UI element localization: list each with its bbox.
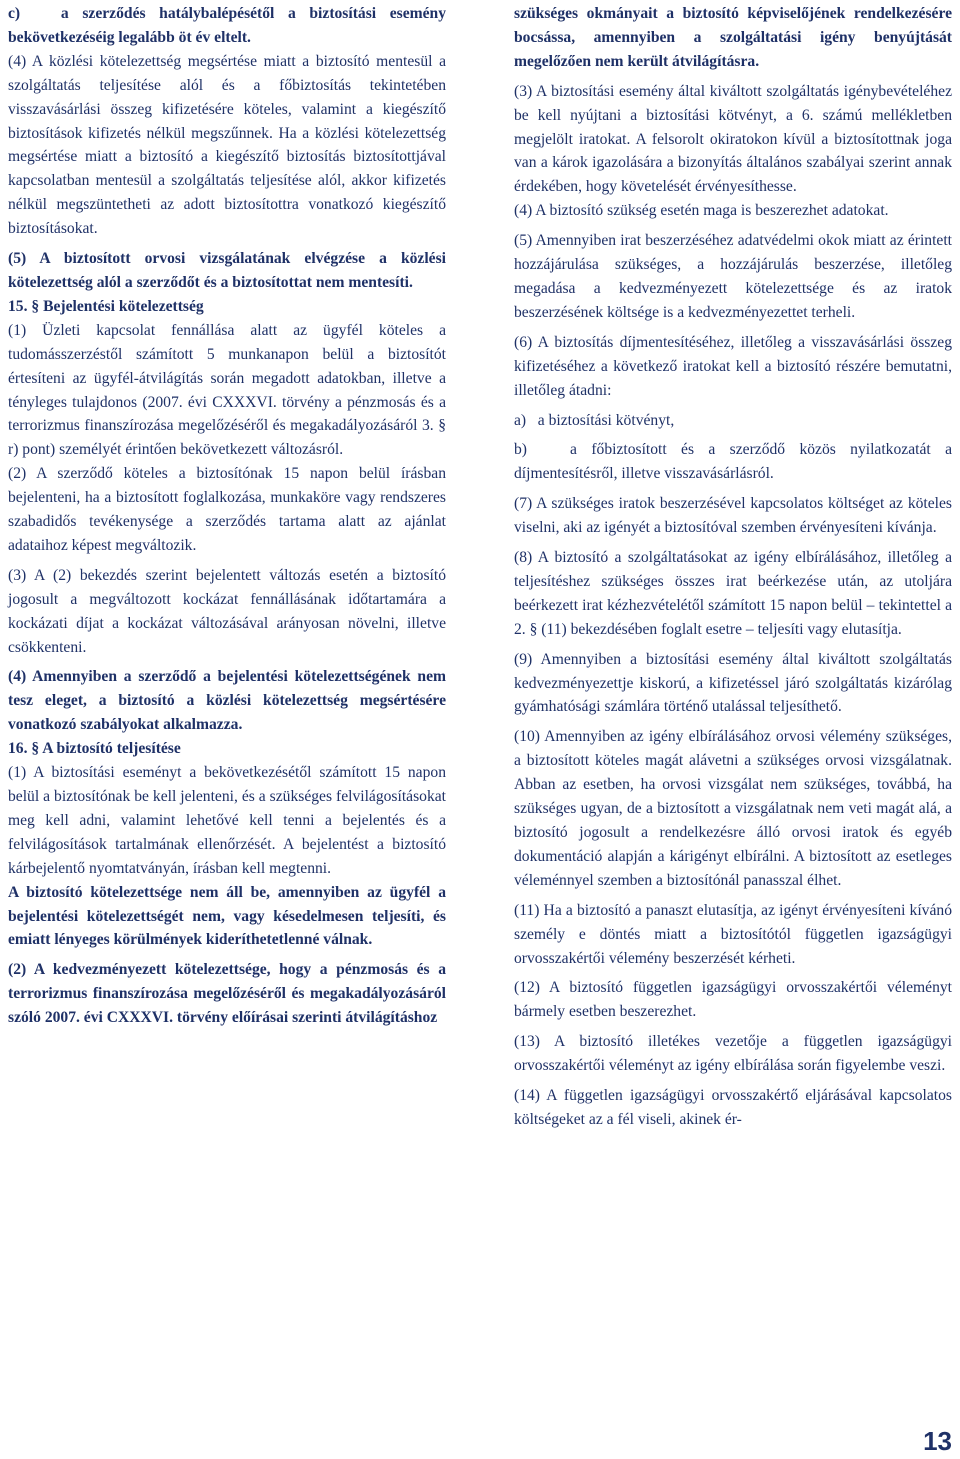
list-item: a) a biztosítási kötvényt, — [514, 411, 675, 429]
paragraph: c) a szerződés hatálybalépésétől a biztosítási esemény bekövetkezéséig legalább öt év eltelt. — [8, 5, 446, 46]
paragraph: (13) A biztosító illetékes vezetője a független igazságügyi orvosszakértői véleményt az igény elbírálása során figyelembe veszi. — [514, 1033, 952, 1075]
paragraph: (3) A (2) bekezdés szerint bejelentett változás esetén a biztosító jogosult a megváltozott kockázat fennállásának időtartamára a kockázati díjat a kockázat változásával arányosan növelni, illetve csökkenteni. — [8, 566, 446, 656]
left-column — [8, 2, 446, 1030]
paragraph: (2) A kedvezményezett kötelezettsége, hogy a pénzmosás és a terrorizmus finanszírozása megelőzéséről és megakadályozásáról szóló 2007. évi CXXXVI. törvény előírásai szerinti átvilágításhoz — [8, 961, 446, 1027]
list-item: b) a főbiztosított és a szerződő közös nyilatkozatát a díjmentesítésről, illetve visszavásárlásról. — [514, 441, 952, 483]
section-heading: 16. § A biztosító teljesítése — [8, 740, 181, 758]
paragraph: (4) Amennyiben a szerződő a bejelentési kötelezettségének nem tesz eleget, a biztosító a közlési kötelezettség megsértésére vonatkozó szabályokat alkalmazza. — [8, 668, 446, 734]
paragraph: (11) Ha a biztosító a panaszt elutasítja, az igényt érvényesíteni kívánó személy e döntés miatt a biztosítótól független igazságügyi orvosszakértői vélemény beszerzését kérheti. — [514, 901, 952, 967]
page-number: 13 — [923, 1426, 952, 1456]
paragraph-text: (4) A közlési kötelezettség megsértése miatt a biztosító mentesül a szolgáltatás teljesítése alól és a főbiztosítás tekintetében visszavásárlási összeg kifizetésére köteles, valamint a kiegészítő biztosítások kifizetés nélkül megszűnnek. Ha a közlési kötelezettség megsértése miatt a biztosító a kiegészítő biztosítás biztosítottjával kapcsolatban mentesül a szolgáltatás teljesítése alól, akkor kifizetés nélkül megszüntetheti az adott biztosítottra vonatkozó kiegészítő biztosításokat. — [8, 52, 446, 238]
paragraph: (7) A szükséges iratok beszerzésével kapcsolatos költséget az köteles viselni, aki az igényét a biztosítóval szemben érvényesíteni kívánja. — [514, 495, 952, 537]
paragraph: A biztosító kötelezettsége nem áll be, amennyiben az ügyfél a bejelentési kötelezettségét nem, vagy késedelmesen teljesíti, és emiatt lényeges körülmények kideríthetetlenné válnak. — [8, 883, 446, 949]
paragraph: (1) Üzleti kapcsolat fennállása alatt az ügyfél köteles a tudomásszerzéstől számított 5 munkanapon belül a biztosítót értesíteni az ügyfél-átvilágítás során megadott adatokban, illetve a tényleges tulajdonos (2007. évi CXXXVI. törvény a pénzmosás és a terrorizmus finanszírozása megelőzéséről és megakadályozásáról 3. § r) pont) személyét érintően bekövetkezett változásról. — [8, 321, 446, 459]
paragraph: (2) A szerződő köteles a biztosítónak 15 napon belül írásban bejelenteni, ha a biztosított foglalkozása, munkaköre vagy rendszeres szabadidős tevékenysége a szerződés tartama alatt az ajánlat adataihoz képest megváltozik. — [8, 465, 446, 554]
paragraph: (5) A biztosított orvosi vizsgálatának elvégzése a közlési kötelezettség alól a szerződőt és a biztosítottat nem mentesíti. — [8, 250, 446, 291]
right-column — [514, 2, 952, 1132]
paragraph: (14) A független igazságügyi orvosszakértő eljárásával kapcsolatos költségeket az a fél viseli, akinek ér- — [514, 1087, 952, 1128]
paragraph: (12) A biztosító független igazságügyi orvosszakértői véleményt bármely esetben beszerezhet. — [514, 979, 952, 1021]
paragraph: (5) Amennyiben irat beszerzéséhez adatvédelmi okok miatt az érintett hozzájárulása szükséges, a hozzájárulás beszerzése, illetőleg megadása a kedvezményezett kötelezettsége és az iratok beszerzésének költsége is a kedvezményezettet terheli. — [514, 232, 952, 321]
paragraph: (6) A biztosítás díjmentesítéséhez, illetőleg a visszavásárlási összeg kifizetéséhez a következő iratokat kell a biztosító részére bemutatni, illetőleg átadni: — [514, 333, 952, 399]
paragraph: (8) A biztosító a szolgáltatásokat az igény elbírálásához, illetőleg a teljesítéshez szükséges összes irat beérkezése után, az utoljára beérkezett irat kézhezvételétől számított 15 napon belül – tekintettel a 2. § (11) bekezdésében foglalt esetre – teljesíti vagy elutasítja. — [514, 549, 952, 638]
paragraph: (4) A biztosító szükség esetén maga is beszerezhet adatokat. — [514, 202, 889, 220]
paragraph: (3) A biztosítási esemény által kiváltott szolgáltatás igénybevételéhez be kell nyújtani a biztosítási kötvényt, a 6. számú mellékletben megjelölt iratokat. A felsorolt okiratokon kívül a biztosítottnak joga van a károk igazolására a bizonyítás általános szabályai szerint annak érdekében, hogy követelését érvényesíthesse. — [514, 82, 952, 196]
paragraph: (10) Amennyiben az igény elbírálásához orvosi vélemény szükséges, a biztosított köteles magát alávetni a szükséges orvosi vizsgálatnak. Abban az esetben, ha orvosi vizsgálat nem szükséges, továbbá, ha szükséges ugyan, de a biztosított a vizsgálatnak nem veti magát alá, a biztosító jogosult a rendelkezésre álló orvosi iratok és egyéb dokumentáció alapján a kárigényt elbírálni. A biztosított az esetleges véleménnyel szemben a biztosítónál panasszal élhet. — [514, 728, 952, 889]
paragraph: (1) A biztosítási eseményt a bekövetkezésétől számított 15 napon belül a biztosítónak be kell jelenteni, és a szükséges felvilágosításokat meg kell adni, valamint lehetővé kell tenni a bejelentés és a felvilágosítások tartalmának ellenőrzését. A bejelentést a biztosító kárbejelentő nyomtatványán, írásban kell megtenni. — [8, 764, 446, 877]
paragraph: szükséges okmányait a biztosító képviselőjének rendelkezésére bocsássa, amennyiben a szolgáltatási igény benyújtását megelőzően nem került átvilágításra. — [514, 5, 952, 70]
paragraph — [8, 50, 446, 241]
paragraph: (9) Amennyiben a biztosítási esemény által kiváltott szolgáltatás kedvezményezettje kiskorú, a kifizetéssel járó szolgáltatás kizárólag gyámhatósági számlára történő utalással teljesíthető. — [514, 650, 952, 716]
section-heading: 15. § Bejelentési kötelezettség — [8, 297, 204, 315]
